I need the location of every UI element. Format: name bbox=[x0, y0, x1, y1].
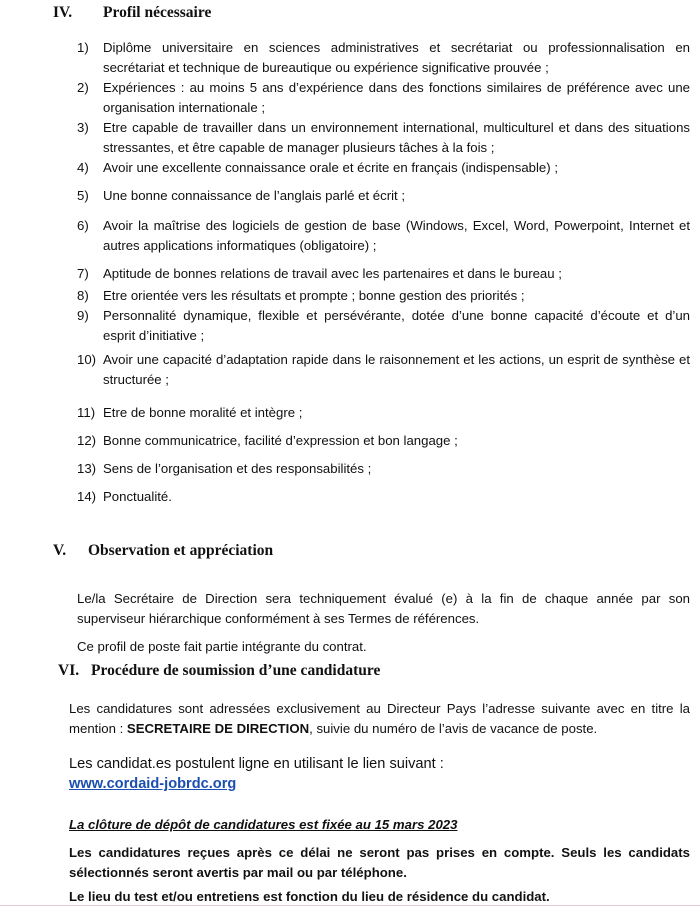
submission-text-end: , suivie du numéro de l’avis de vacance de poste. bbox=[309, 721, 598, 736]
section-heading-v bbox=[53, 542, 273, 560]
page-bottom-border bbox=[0, 905, 700, 906]
list-item-number: 5) bbox=[77, 188, 89, 203]
list-item-text: Bonne communicatrice, facilité d’expression et bon langage ; bbox=[103, 433, 458, 448]
submission-text: Les candidatures sont adressées exclusivement au Directeur Pays l’adresse suivante avec en titre la mention : bbox=[69, 701, 690, 736]
list-item-text: Avoir une capacité d’adaptation rapide dans le raisonnement et les actions, un esprit de synthèse et structurée ; bbox=[103, 352, 690, 387]
list-item-number: 6) bbox=[77, 218, 89, 233]
list-item-text: Etre orientée vers les résultats et prompte ; bonne gestion des priorités ; bbox=[103, 288, 525, 303]
section-heading-iv bbox=[53, 4, 211, 22]
list-item-text: Ponctualité. bbox=[103, 489, 172, 504]
section-heading-vi bbox=[58, 662, 380, 680]
list-item-number: 1) bbox=[77, 40, 89, 55]
list-item-text: Avoir la maîtrise des logiciels de gestion de base (Windows, Excel, Word, Powerpoint, Internet et autres applications informatiques (obligatoire) ; bbox=[103, 218, 690, 253]
evaluation-paragraph: Le/la Secrétaire de Direction sera techniquement évalué (e) à la fin de chaque année par son superviseur hiérarchique conformément à ses Termes de références. bbox=[77, 591, 690, 626]
list-item-text: Sens de l’organisation et des responsabilités ; bbox=[103, 461, 372, 476]
section-number: V. bbox=[53, 542, 67, 559]
list-item bbox=[77, 186, 690, 206]
list-item-number: 12) bbox=[77, 433, 97, 448]
late-applications-notice: Les candidatures reçues après ce délai ne seront pas prises en compte. Seuls les candidats sélectionnés seront avertis par mail ou par téléphone. bbox=[69, 845, 690, 880]
list-item-text: Expériences : au moins 5 ans d’expérience dans des fonctions similaires de préférence avec une organisation internationale ; bbox=[103, 80, 690, 115]
list-item bbox=[77, 403, 690, 423]
list-item bbox=[77, 306, 690, 346]
list-item-number: 3) bbox=[77, 120, 89, 135]
list-item-number: 4) bbox=[77, 160, 89, 175]
list-item-number: 14) bbox=[77, 489, 97, 504]
list-item bbox=[77, 431, 690, 451]
list-item-number: 13) bbox=[77, 461, 97, 476]
list-item bbox=[77, 118, 690, 158]
section-number: VI. bbox=[58, 662, 80, 679]
section-title: Profil nécessaire bbox=[103, 4, 212, 21]
list-item-number: 7) bbox=[77, 266, 89, 281]
list-item bbox=[77, 216, 690, 256]
list-item-text: Avoir une excellente connaissance orale et écrite en français (indispensable) ; bbox=[103, 160, 558, 175]
list-item-text: Personnalité dynamique, flexible et persévérante, dotée d’une bonne capacité d’écoute et d’un esprit d’initiative ; bbox=[103, 308, 690, 343]
list-item-text: Une bonne connaissance de l’anglais parlé et écrit ; bbox=[103, 188, 406, 203]
list-item bbox=[77, 78, 690, 118]
list-item-number: 9) bbox=[77, 308, 89, 323]
list-item bbox=[77, 286, 690, 306]
list-item bbox=[77, 264, 690, 284]
list-item bbox=[77, 459, 690, 479]
section-title: Procédure de soumission d’une candidature bbox=[91, 662, 381, 679]
list-item-number: 8) bbox=[77, 288, 89, 303]
test-location-notice: Le lieu du test et/ou entretiens est fonction du lieu de résidence du candidat. bbox=[69, 889, 550, 904]
application-link[interactable]: www.cordaid-jobrdc.org bbox=[69, 776, 237, 792]
section-number: IV. bbox=[53, 4, 73, 21]
submission-mention: SECRETAIRE DE DIRECTION bbox=[126, 721, 310, 736]
list-item bbox=[77, 350, 690, 390]
list-item-text: Etre de bonne moralité et intègre ; bbox=[103, 405, 303, 420]
contract-paragraph: Ce profil de poste fait partie intégrante du contrat. bbox=[77, 639, 367, 654]
list-item-number: 11) bbox=[77, 405, 96, 420]
list-item-text: Diplôme universitaire en sciences administratives et secrétariat ou professionnalisation en secrétariat et technique de bureautique ou expérience significative prouvée ; bbox=[103, 40, 690, 75]
list-item-number: 10) bbox=[77, 352, 97, 367]
submission-paragraph bbox=[69, 699, 690, 739]
deadline-notice: La clôture de dépôt de candidatures est fixée au 15 mars 2023 bbox=[69, 817, 458, 832]
section-title: Observation et appréciation bbox=[88, 542, 274, 559]
list-item-number: 2) bbox=[77, 80, 89, 95]
list-item bbox=[77, 158, 690, 178]
list-item-text: Etre capable de travailler dans un environnement international, multiculturel et dans des situations stressantes, et être capable de manager plusieurs tâches à la fois ; bbox=[103, 120, 690, 155]
list-item bbox=[77, 38, 690, 78]
list-item bbox=[77, 487, 690, 507]
apply-online-text: Les candidat.es postulent ligne en utilisant le lien suivant : bbox=[69, 756, 444, 772]
list-item-text: Aptitude de bonnes relations de travail avec les partenaires et dans le bureau ; bbox=[103, 266, 562, 281]
